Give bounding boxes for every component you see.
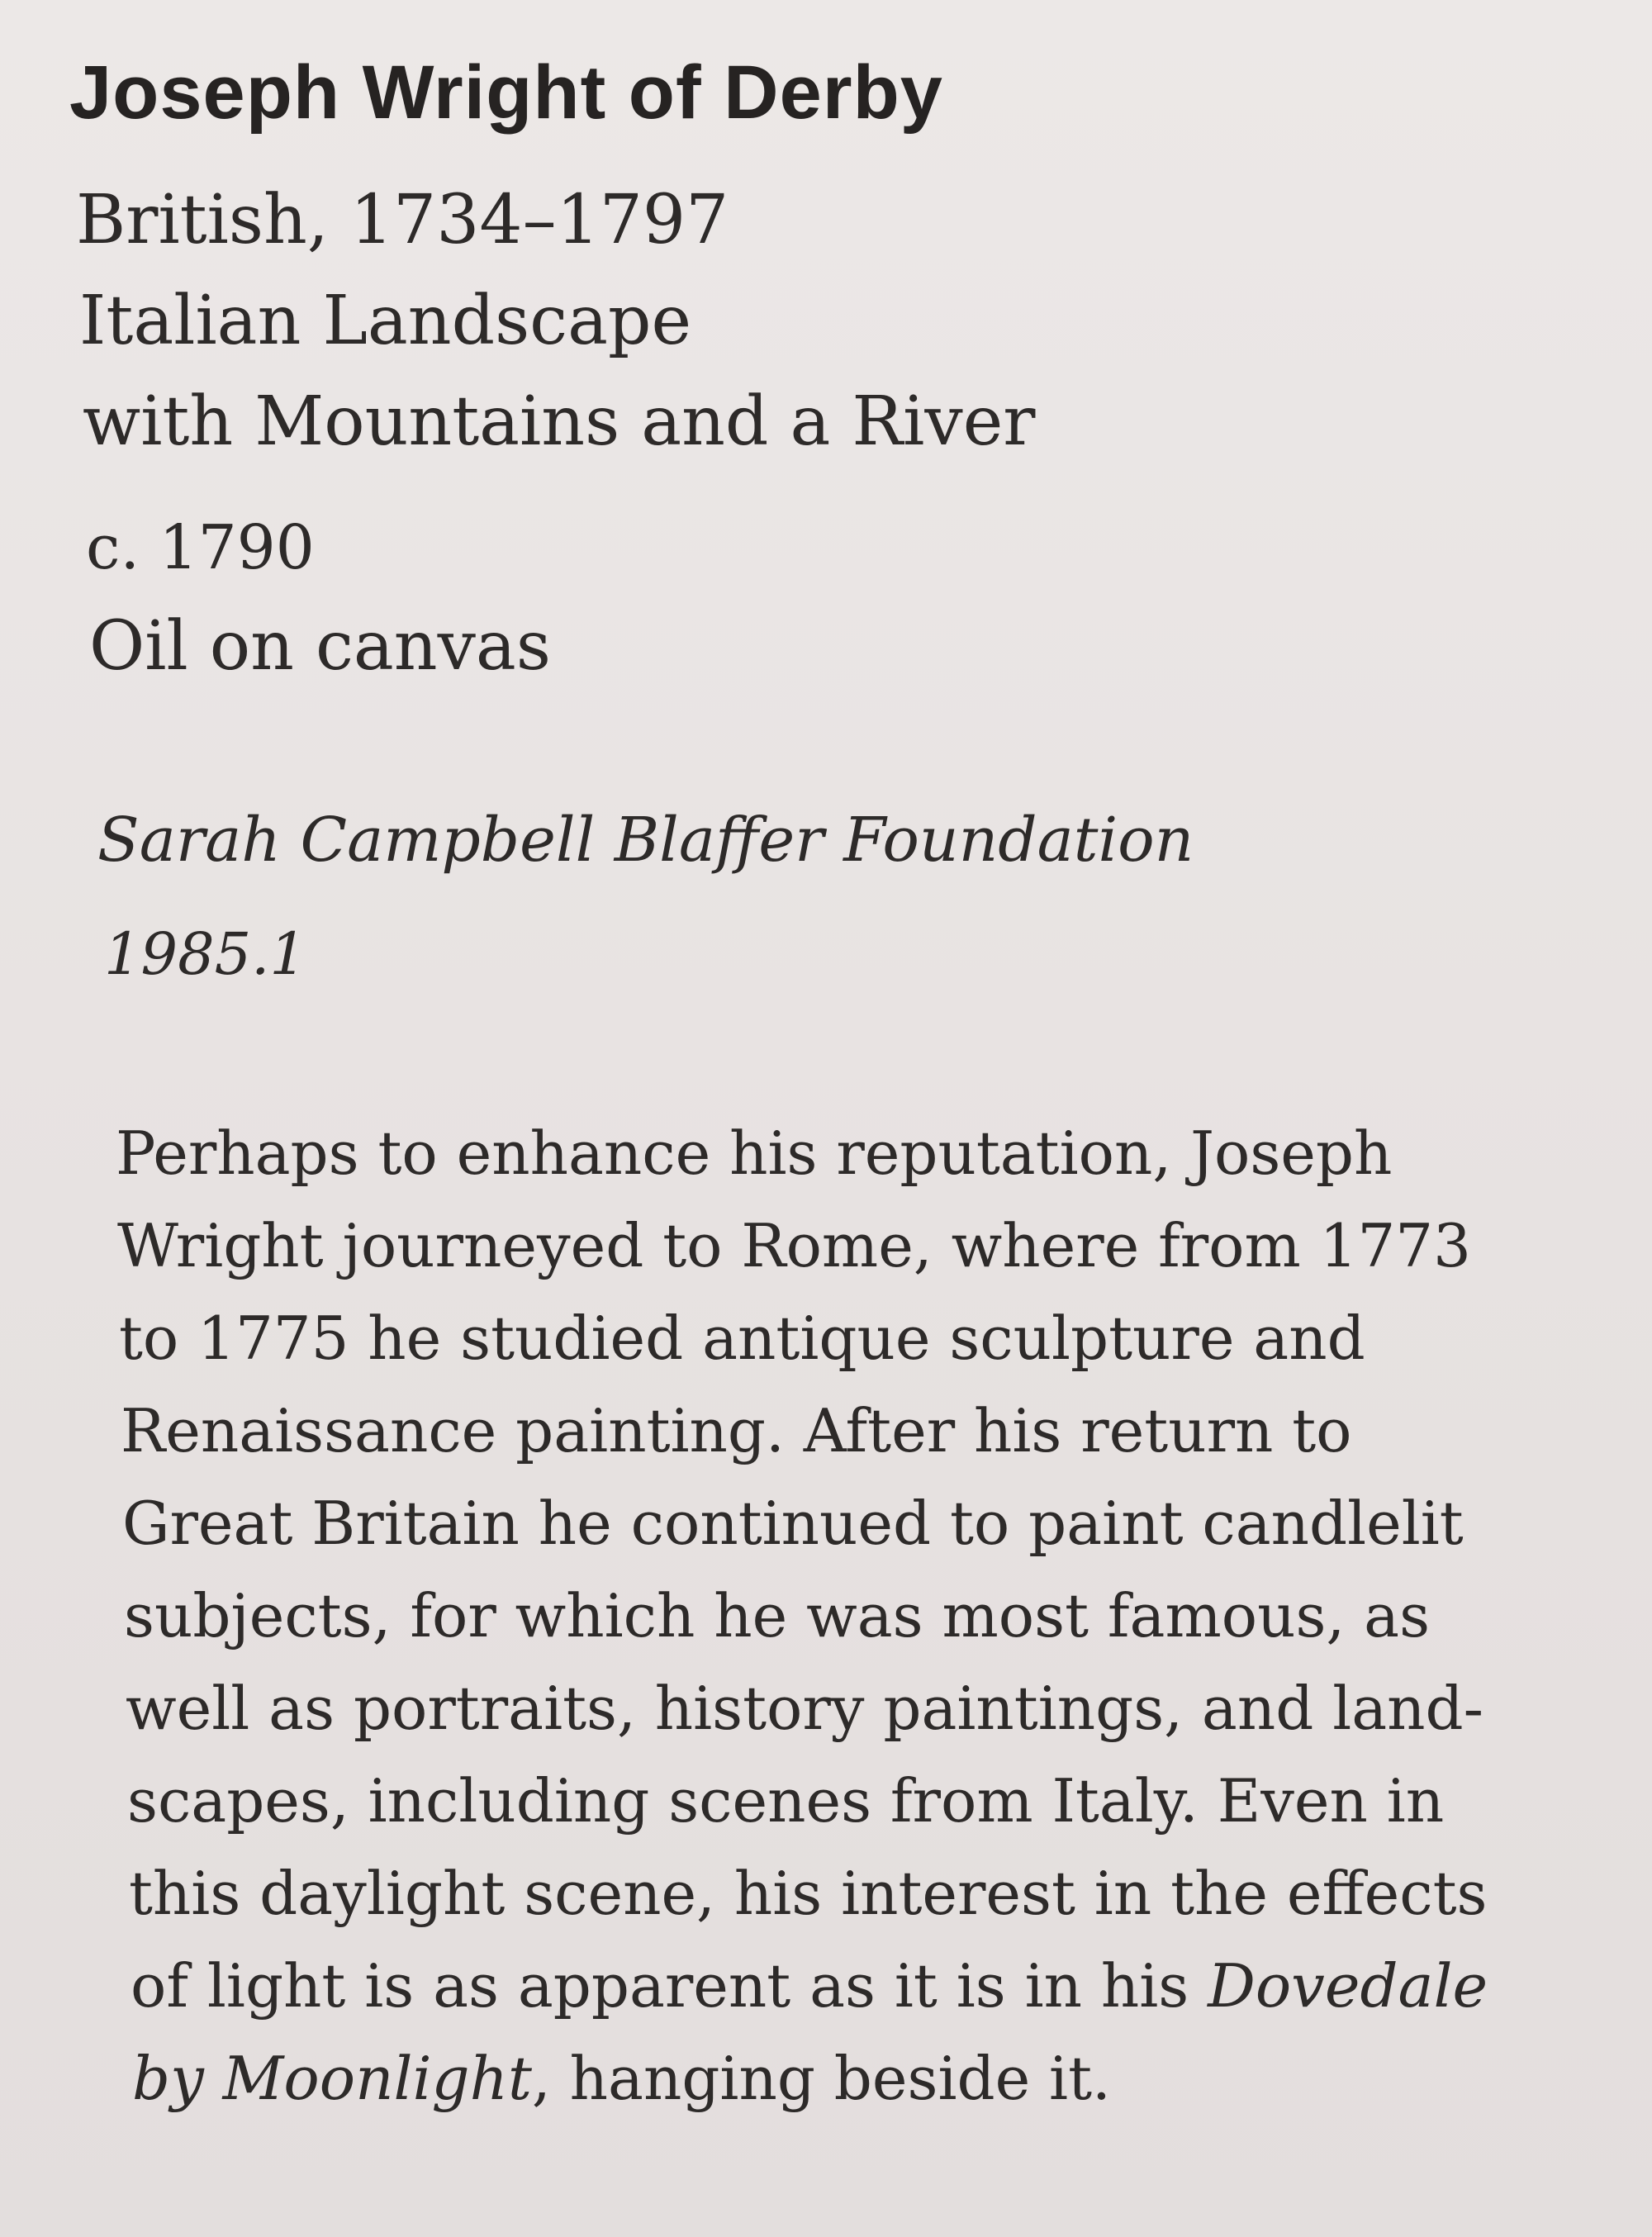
description-paragraph	[116, 1107, 1586, 2125]
artist-nationality-dates: British, 1734–1797	[76, 181, 729, 259]
description-text: Perhaps to enhance his reputation, Joseph	[116, 1118, 1393, 1188]
artwork-reference-italic: Dovedale	[1208, 1951, 1488, 2021]
description-line	[116, 1199, 1586, 1292]
description-text: well as portraits, history paintings, and land-	[126, 1674, 1483, 1743]
artwork-date: c. 1790	[86, 512, 315, 583]
description-line	[116, 1755, 1586, 1847]
description-text: , hanging beside it.	[531, 2044, 1111, 2113]
description-line	[116, 1384, 1586, 1477]
description-line	[116, 1107, 1586, 1199]
description-text: to 1775 he studied antique sculpture and	[119, 1304, 1365, 1373]
description-text: this daylight scene, his interest in the effects	[129, 1859, 1488, 1928]
artwork-medium: Oil on canvas	[89, 607, 551, 686]
description-line	[116, 2032, 1586, 2125]
credit-line: Sarah Campbell Blaffer Foundation	[97, 805, 1194, 876]
description-line	[116, 1570, 1586, 1662]
artwork-reference-italic: by Moonlight	[132, 2044, 532, 2113]
artwork-title-line: with Mountains and a River	[83, 382, 1036, 461]
description-text: Great Britain he continued to paint candlelit	[122, 1489, 1464, 1558]
description-text: Renaissance painting. After his return to	[121, 1396, 1352, 1465]
description-line	[116, 1847, 1586, 1940]
description-text: of light is as apparent as it is in his	[131, 1951, 1208, 2021]
description-text: subjects, for which he was most famous, as	[124, 1581, 1431, 1650]
description-line	[116, 1292, 1586, 1384]
accession-number: 1985.1	[104, 920, 306, 988]
description-text: Wright journeyed to Rome, where from 1773	[117, 1211, 1471, 1280]
description-line	[116, 1662, 1586, 1755]
description-line	[116, 1940, 1586, 2032]
description-text: scapes, including scenes from Italy. Even in	[127, 1766, 1445, 1836]
artwork-title-line: Italian Landscape	[79, 282, 692, 360]
description-line	[116, 1477, 1586, 1570]
artist-name: Joseph Wright of Derby	[69, 50, 943, 135]
